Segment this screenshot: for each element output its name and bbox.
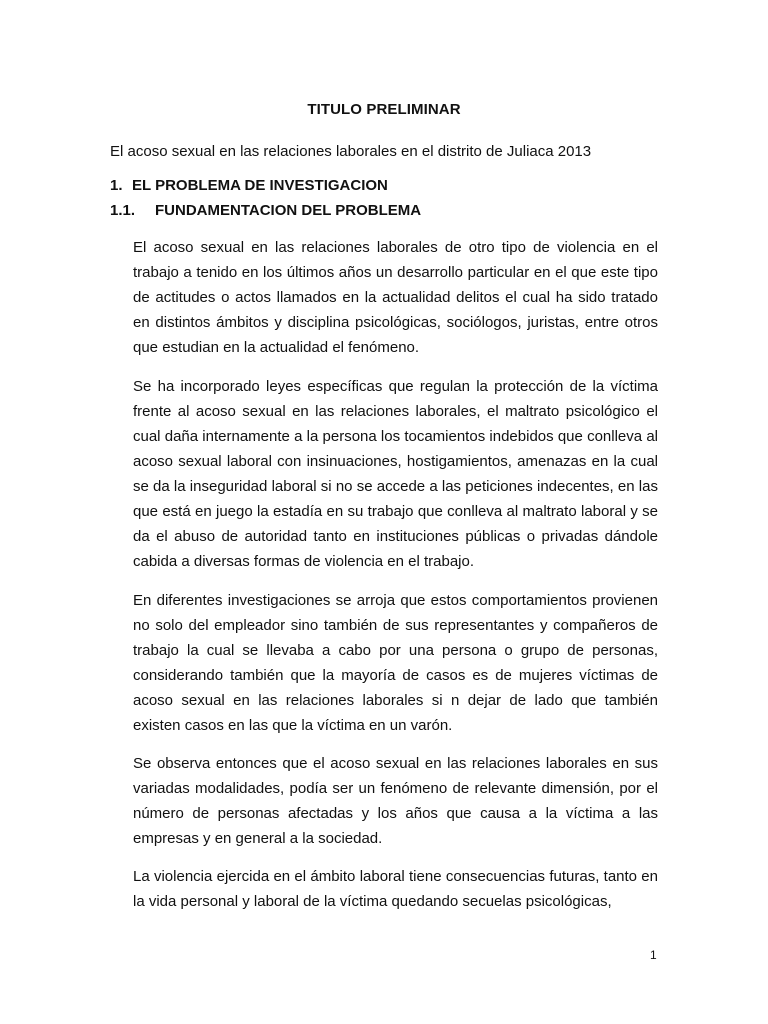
subsection-heading (110, 202, 421, 219)
paragraph-4: Se observa entonces que el acoso sexual en las relaciones laborales en sus variadas modalidades, podía ser un fenómeno de relevante dimensión, por el número de personas afectadas y los años que causa a la víctima a las empresas y en general a la sociedad. (133, 755, 658, 847)
section-label: EL PROBLEMA DE INVESTIGACION (132, 177, 388, 194)
subsection-number: 1.1. (110, 202, 136, 219)
paragraph-2: Se ha incorporado leyes específicas que regulan la protección de la víctima frente al acoso sexual en las relaciones laborales, el maltrato psicológico el cual daña internamente a la persona los tocamientos indebidos que conlleva al acoso sexual laboral con insinuaciones, hostigamientos, amenazas en la cual se da la inseguridad laboral si no se accede a las peticiones indecentes, en las que está en juego la estadía en su trabajo que conlleva al maltrato laboral y se da el abuso de autoridad tanto en instituciones públicas o privadas dándole cabida a diversas formas de violencia en el trabajo. (133, 378, 658, 570)
paragraph-1: El acoso sexual en las relaciones laborales de otro tipo de violencia en el trabajo a tenido en los últimos años un desarrollo particular en el que este tipo de actitudes o actos llamados en la actualidad delitos el cual ha sido tratado en distintos ámbitos y disciplina psicológicas, sociólogos, juristas, entre otros que estudian en la actualidad el fenómeno. (133, 239, 658, 356)
section-number: 1. (110, 177, 123, 194)
paragraph-3: En diferentes investigaciones se arroja que estos comportamientos provienen no solo del empleador sino también de sus representantes y compañeros de trabajo la cual se llevaba a cabo por una persona o grupo de personas, considerando también que la mayoría de casos es de mujeres víctimas de acoso sexual en las relaciones laborales si n dejar de lado que también existen casos en las que la víctima en un varón. (133, 592, 658, 734)
document-title: TITULO PRELIMINAR (307, 101, 461, 118)
paragraph-5: La violencia ejercida en el ámbito laboral tiene consecuencias futuras, tanto en la vida personal y laboral de la víctima quedando secuelas psicológicas, (133, 868, 658, 910)
section-heading (110, 177, 388, 194)
document-subtitle: El acoso sexual en las relaciones laborales en el distrito de Juliaca 2013 (110, 143, 592, 160)
page-number: 1 (650, 948, 657, 962)
subsection-label: FUNDAMENTACION DEL PROBLEMA (155, 202, 422, 219)
